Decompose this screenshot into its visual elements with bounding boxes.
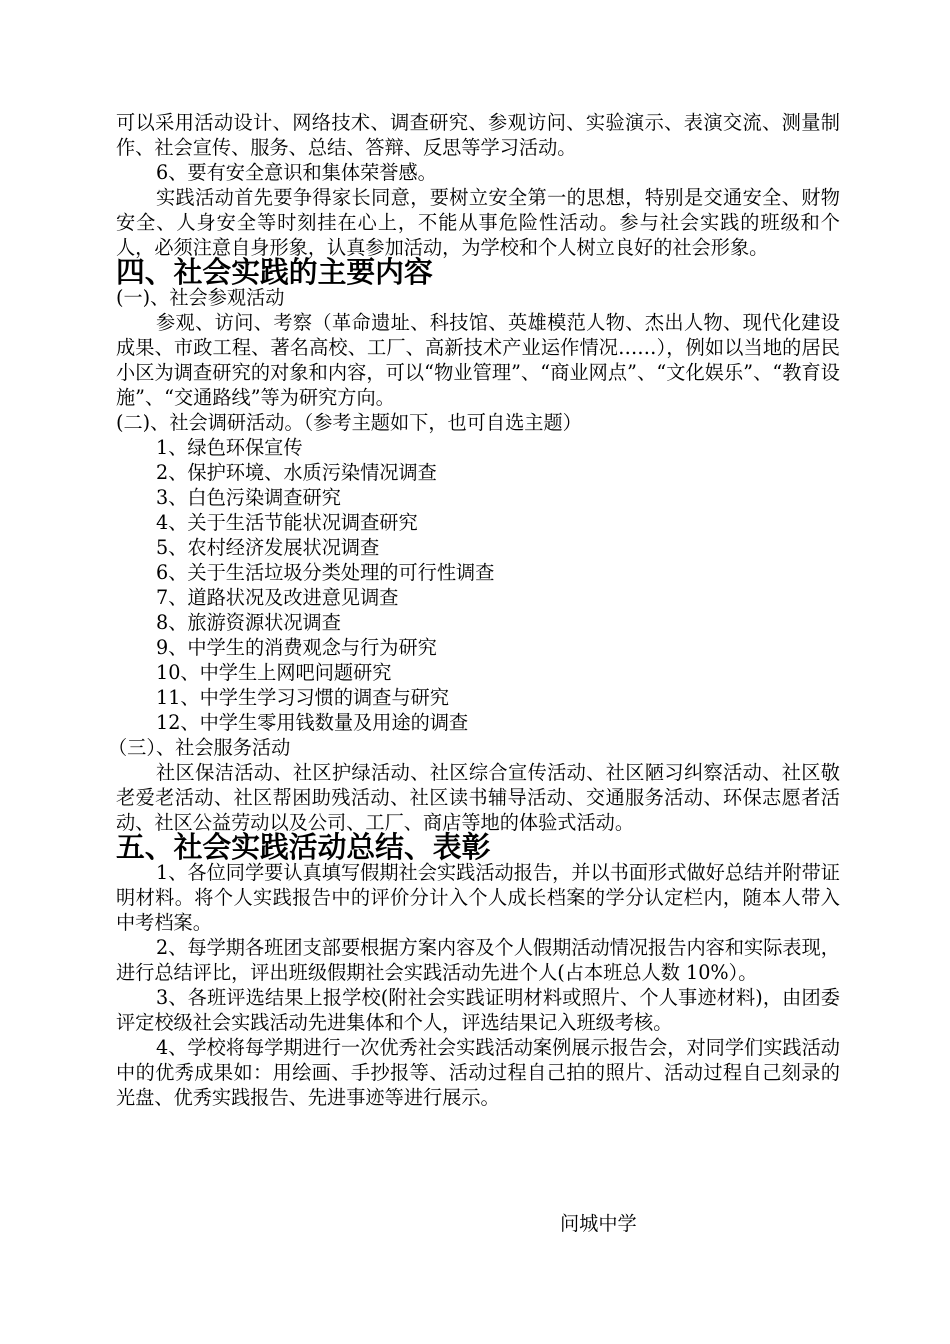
paragraph-visit: 参观、访问、考察（革命遗址、科技馆、英雄模范人物、杰出人物、现代化建设成果、市政工程、著名高校、工厂、高新技术产业运作情况……），例如以当地的居民小区为调查研究的对象和内容，可以“物业管理”、“商业网点”、“文化娱乐”、“教育设施”、“交通路线”等为研究方向。	[116, 311, 840, 409]
subsection-service-title: （三）、社会服务活动	[108, 736, 291, 759]
item-safety-heading: 6、要有安全意识和集体荣誉感。	[156, 161, 437, 184]
list-item: 8、旅游资源状况调查	[156, 611, 341, 634]
school-signature: 问城中学	[560, 1212, 637, 1235]
list-item: 5、农村经济发展状况调查	[156, 536, 380, 559]
list-item: 7、道路状况及改进意见调查	[156, 586, 399, 609]
list-item: 11、中学生学习习惯的调查与研究	[156, 686, 450, 709]
paragraph-safety: 实践活动首先要争得家长同意，要树立安全第一的思想，特别是交通安全、财物安全、人身安全等时刻挂在心上，不能从事危险性活动。参与社会实践的班级和个人，必须注意自身形象，认真参加活动，为学校和个人树立良好的社会形象。	[116, 186, 840, 259]
list-item: 10、中学生上网吧问题研究	[156, 661, 392, 684]
section-4-heading: 四、社会实践的主要内容	[116, 255, 433, 289]
list-item: 4、关于生活节能状况调查研究	[156, 511, 418, 534]
research-topic-list	[116, 435, 840, 735]
paragraph-summary-4: 4、学校将每学期进行一次优秀社会实践活动案例展示报告会，对同学们实践活动中的优秀成果如：用绘画、手抄报等、活动过程自己拍的照片、活动过程自己刻录的光盘、优秀实践报告、先进事迹等进行展示。	[116, 1036, 840, 1109]
paragraph-summary-3: 3、各班评选结果上报学校(附社会实践证明材料或照片、个人事迹材料)，由团委评定校级社会实践活动先进集体和个人，评选结果记入班级考核。	[116, 986, 840, 1034]
paragraph-summary-1: 1、各位同学要认真填写假期社会实践活动报告，并以书面形式做好总结并附带证明材料。将个人实践报告中的评价分计入个人成长档案的学分认定栏内，随本人带入中考档案。	[116, 861, 840, 934]
list-item: 2、保护环境、水质污染情况调查	[156, 461, 437, 484]
document-body	[108, 110, 840, 1110]
paragraph-learning-activities: 可以采用活动设计、网络技术、调查研究、参观访问、实验演示、表演交流、测量制作、社会宣传、服务、总结、答辩、反思等学习活动。	[116, 111, 840, 159]
list-item: 9、中学生的消费观念与行为研究	[156, 636, 437, 659]
list-item: 6、关于生活垃圾分类处理的可行性调查	[156, 561, 495, 584]
section-5-heading: 五、社会实践活动总结、表彰	[116, 830, 491, 864]
list-item: 12、中学生零用钱数量及用途的调查	[156, 711, 469, 734]
paragraph-summary-2: 2、每学期各班团支部要根据方案内容及个人假期活动情况报告内容和实际表现，进行总结评比，评出班级假期社会实践活动先进个人(占本班总人数 10%）。	[116, 936, 840, 984]
subsection-research-title: (二)、社会调研活动。（参考主题如下，也可自选主题）	[116, 411, 582, 434]
list-item: 1、绿色环保宣传	[156, 436, 303, 459]
subsection-visit-title: (一)、社会参观活动	[116, 286, 285, 309]
list-item: 3、白色污染调查研究	[156, 486, 341, 509]
paragraph-service: 社区保洁活动、社区护绿活动、社区综合宣传活动、社区陋习纠察活动、社区敬老爱老活动、社区帮困助残活动、社区读书辅导活动、交通服务活动、环保志愿者活动、社区公益劳动以及公司、工厂、商店等地的体验式活动。	[116, 761, 840, 834]
